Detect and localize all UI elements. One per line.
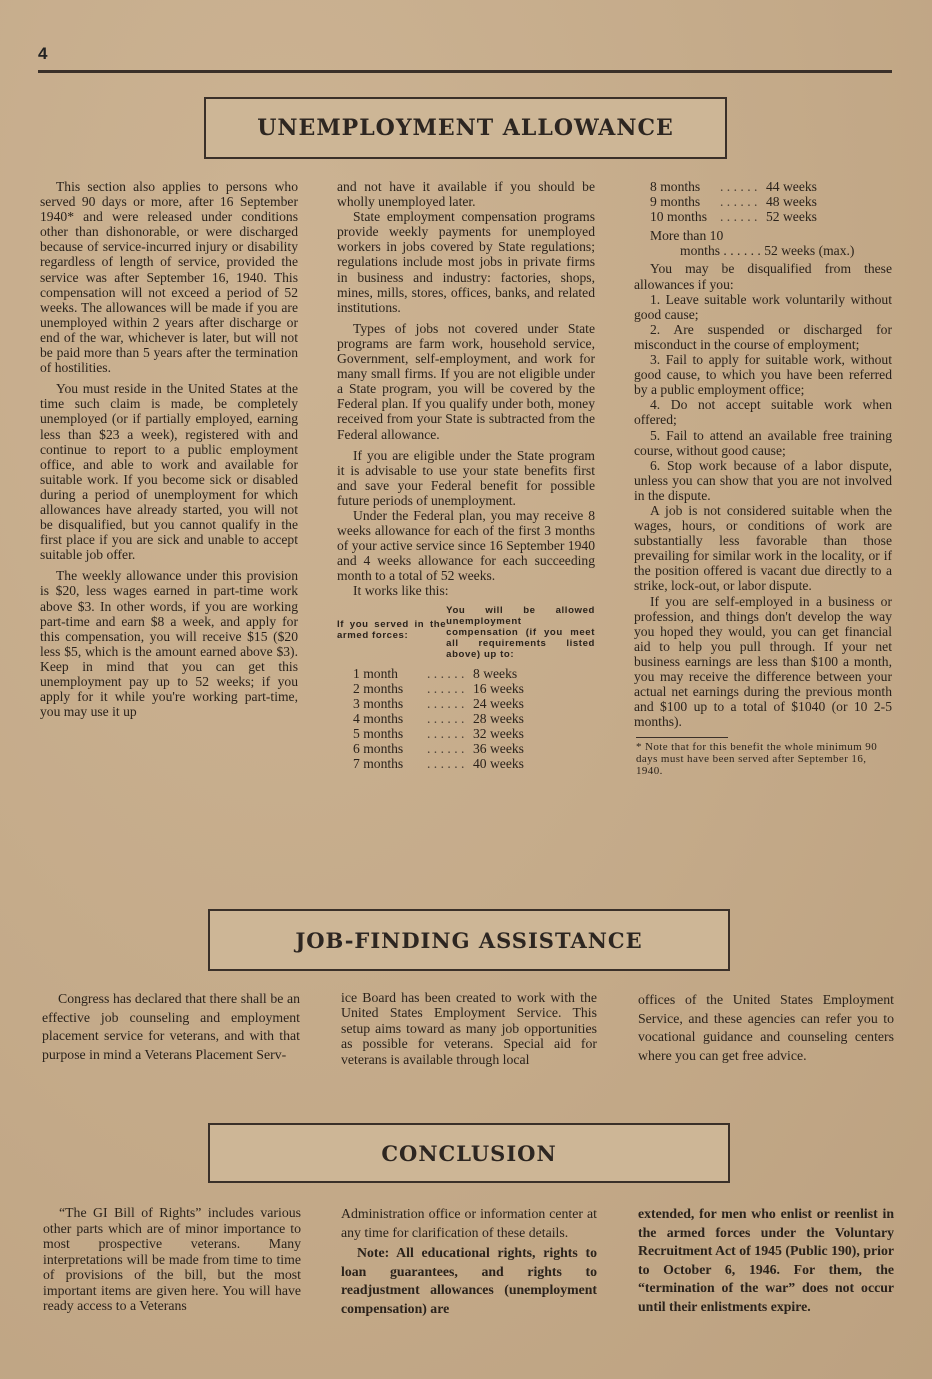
paragraph: This section also applies to persons who served 90 days or more, after 16 September 1940* and were released under conditions other than dishonorable, or were discharged because of service-incurred injury or disability regardless of length of service, provided the service was after September 16, 1940. This compensation will not exceed a period of 52 weeks. The allowances will be made if you are unemployed within 2 years after discharge or end of the war, whichever is later, but will not be paid more than 5 years after the termination of hostilities. bbox=[40, 179, 298, 376]
table-row: 6 months . . . . . . 36 weeks bbox=[353, 741, 524, 756]
paragraph: 3. Fail to apply for suitable work, without good cause, to which you have been referred by a public employment office; bbox=[634, 352, 892, 398]
table-row: 9 months . . . . . . 48 weeks bbox=[650, 194, 817, 210]
paragraph: A job is not considered suitable when the wages, hours, or conditions of work are substantially less favorable than those prevailing for similar work in the locality, or if the position offered is vacant due directly to a strike, lock-out, or labor dispute. bbox=[634, 502, 892, 594]
weeks-cell: 8 weeks bbox=[473, 665, 518, 681]
paragraph: If you are self-employed in a business or profession, and things don't develop the way you hoped they would, you can get financial aid to help you pull through. If your net business earnings are less than $100 a month, you may receive the difference between your actual net earnings during the previous month and $100 up to a total of $1040 (or 10 2-5 months). bbox=[634, 593, 892, 730]
paragraph: 6. Stop work because of a labor dispute, unless you can show that you are not involved in the dispute. bbox=[634, 457, 892, 503]
table-row: 5 months . . . . . . 32 weeks bbox=[353, 725, 524, 741]
months-cell: 6 months bbox=[353, 741, 404, 756]
paragraph: Administration office or information center at any time for clarification of these details. bbox=[341, 1206, 597, 1240]
paragraph: State employment compensation programs provide weekly payments for unemployed workers in jobs covered by State regulations; regulations include most jobs in private firms in business and industry: factories, shops, mines, mills, stores, offices, banks, and related institutions. bbox=[337, 209, 595, 315]
job-finding-column-1 bbox=[42, 990, 300, 1064]
weeks-cell: 32 weeks bbox=[473, 725, 524, 741]
conclusion-column-3 bbox=[638, 1205, 894, 1317]
months-cell: 2 months bbox=[353, 680, 404, 696]
months-cell: 9 months bbox=[650, 194, 701, 210]
unemployment-column-2 bbox=[337, 179, 595, 771]
paragraph: The weekly allowance under this provision is $20, less wages earned in part-time work above $3. In other words, if you are working part-time and earn $8 a week, and apply for this compensation, you will receive $15 ($20 less $5, which is the amount earned above $3). Keep in mind that you can get this unemployment pay up to 52 weeks; if you apply for it while you're working part-time, you may use it up bbox=[40, 568, 298, 720]
paragraph: and not have it available if you should be wholly unemployed later. bbox=[337, 179, 595, 210]
paragraph: Types of jobs not covered under State programs are farm work, household service, Government, self-employment, and work for many small firms. If you are not eligible under a State program, you will be covered by the Federal plan. If you qualify under both, money received from your State is subtracted from the Federal allowance. bbox=[337, 320, 595, 442]
paragraph: 5. Fail to attend an available free training course, without good cause; bbox=[634, 427, 892, 458]
paragraph: It works like this: bbox=[353, 583, 449, 599]
months-cell: 7 months bbox=[353, 756, 404, 772]
weeks-cell: 36 weeks bbox=[473, 741, 524, 756]
paragraph: offices of the United States Employment Service, and these agencies can refer you to vocational guidance and counseling centers where you can get free advice. bbox=[638, 992, 894, 1063]
note-paragraph: Note: All educational rights, rights to loan guarantees, and rights to readjustment allowances (unemployment compensation) are bbox=[341, 1245, 597, 1316]
months-cell: 3 months bbox=[353, 695, 404, 711]
conclusion-column-1 bbox=[43, 1205, 301, 1314]
conclusion-heading: CONCLUSION bbox=[208, 1123, 730, 1183]
table-header-service: If you served in the armed forces: bbox=[337, 618, 447, 641]
months-cell: 4 months bbox=[353, 710, 404, 726]
allowance-table-header bbox=[337, 605, 595, 660]
allowance-table bbox=[353, 666, 595, 772]
months-cell: 5 months bbox=[353, 725, 404, 741]
paragraph: Congress has declared that there shall be an effective job counseling and employment placement service for veterans, and with that purpose in mind a Veterans Placement Serv- bbox=[42, 991, 300, 1062]
unemployment-allowance-heading: UNEMPLOYMENT ALLOWANCE bbox=[204, 97, 727, 159]
more-than-value: months . . . . . . 52 weeks (max.) bbox=[680, 243, 855, 259]
paragraph: Under the Federal plan, you may receive 8 weeks allowance for each of the first 3 months of your active service since 16 September 1940 and 4 weeks allowance for each succeeding month to a total of 52 weeks. bbox=[337, 507, 595, 584]
paragraph: extended, for men who enlist or reenlist in the armed forces under the Voluntary Recruitment Act of 1945 (Public 190), prior to October 6, 1946. For them, the “termination of the war” does not occur until their enlistments expire. bbox=[638, 1206, 894, 1314]
weeks-cell: 28 weeks bbox=[473, 710, 524, 726]
table-header-allowance: You will be allowed unemployment compensation (if you meet all requirements listed above) up to: bbox=[446, 604, 595, 660]
table-row: 8 months . . . . . . 44 weeks bbox=[650, 179, 817, 194]
job-finding-column-3 bbox=[638, 991, 894, 1065]
more-than-ten-row bbox=[634, 228, 892, 258]
paragraph: 1. Leave suitable work voluntarily without good cause; bbox=[634, 291, 892, 322]
table-row: 2 months . . . . . . 16 weeks bbox=[353, 680, 524, 696]
table-row: 1 month . . . . . . 8 weeks bbox=[353, 665, 518, 681]
months-cell: 10 months bbox=[650, 209, 708, 225]
paragraph: ice Board has been created to work with the United States Employment Service. This setup aims toward as many job opportunities as possible for veterans. Special aid for veterans is available through local bbox=[341, 990, 597, 1067]
table-row: 4 months . . . . . . 28 weeks bbox=[353, 710, 524, 726]
months-cell: 1 month bbox=[353, 665, 398, 681]
page-number: 4 bbox=[38, 44, 48, 63]
unemployment-column-3 bbox=[634, 179, 892, 777]
weeks-cell: 48 weeks bbox=[766, 194, 817, 210]
weeks-cell: 52 weeks bbox=[766, 209, 817, 225]
top-rule bbox=[38, 70, 892, 73]
job-finding-heading: JOB-FINDING ASSISTANCE bbox=[208, 909, 730, 971]
unemployment-column-1 bbox=[40, 179, 298, 719]
weeks-cell: 44 weeks bbox=[766, 179, 817, 194]
table-row: 7 months . . . . . . 40 weeks bbox=[353, 756, 524, 772]
paragraph: If you are eligible under the State program it is advisable to use your state benefits first and save your Federal benefit for possible future periods of unemployment. bbox=[337, 447, 595, 508]
job-finding-column-2 bbox=[341, 990, 597, 1067]
footnote-rule bbox=[636, 737, 728, 738]
table-row: 3 months . . . . . . 24 weeks bbox=[353, 695, 524, 711]
weeks-cell: 16 weeks bbox=[473, 680, 524, 696]
weeks-cell: 24 weeks bbox=[473, 695, 524, 711]
more-than-label: More than 10 bbox=[650, 228, 724, 244]
allowance-table-continued bbox=[650, 179, 892, 224]
paragraph: You may be disqualified from these allowances if you: bbox=[634, 261, 892, 292]
paragraph: “The GI Bill of Rights” includes various other parts which are of minor importance to most prospective veterans. Many interpretations will be made from time to time of provisions of the bill, but the most important items are given here. You will have ready access to a Veterans bbox=[43, 1205, 301, 1313]
footnote: * Note that for this benefit the whole minimum 90 days must have been served after September 16, 1940. bbox=[636, 741, 878, 777]
months-cell: 8 months bbox=[650, 179, 701, 194]
weeks-cell: 40 weeks bbox=[473, 756, 524, 772]
paragraph: 2. Are suspended or discharged for misconduct in the course of employment; bbox=[634, 321, 892, 352]
paragraph: 4. Do not accept suitable work when offered; bbox=[634, 397, 892, 428]
table-row: 10 months . . . . . . 52 weeks bbox=[650, 209, 817, 225]
conclusion-column-2 bbox=[341, 1205, 597, 1319]
paragraph: You must reside in the United States at the time such claim is made, be completely unemployed (or if partially employed, earning less than $23 a week), registered with and continue to report to a public employment office, and able to work and available for suitable work. If you become sick or disabled during a period of unemployment for which allowances have already started, you will not be disqualified, but you cannot qualify in the first place if you are sick and unable to accept suitable job offer. bbox=[40, 381, 298, 563]
